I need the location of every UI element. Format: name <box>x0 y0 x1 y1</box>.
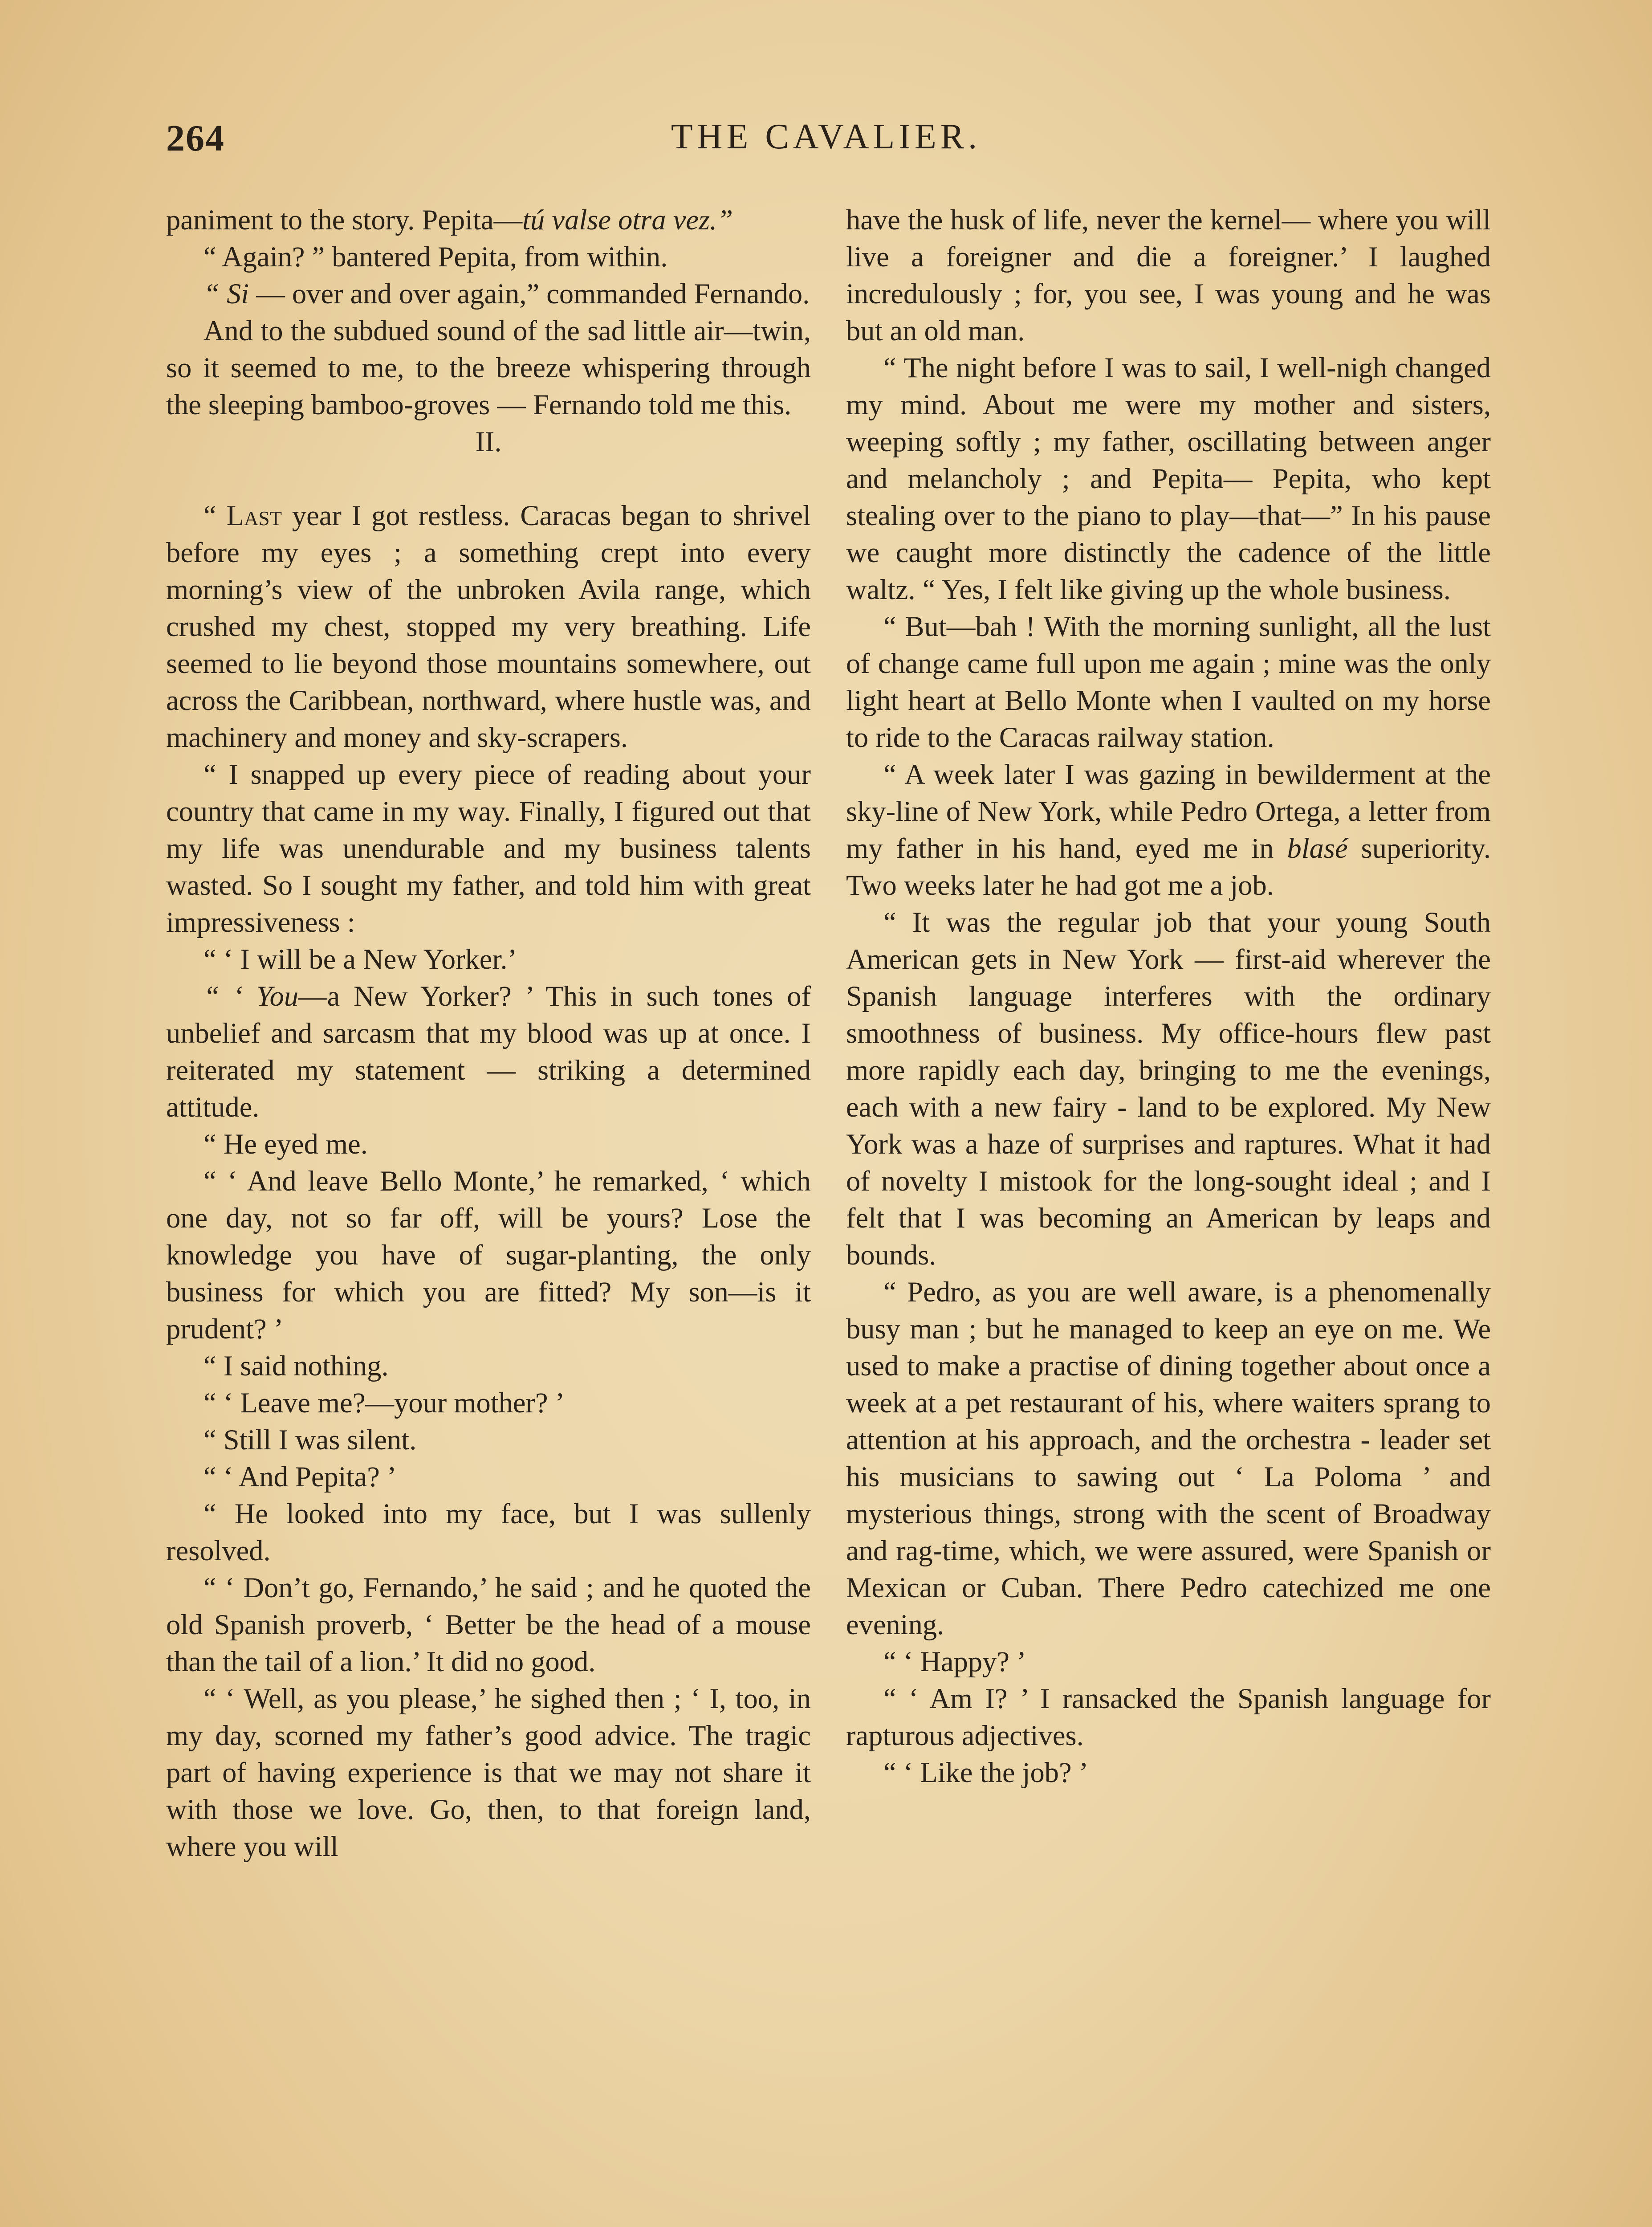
paragraph: paniment to the story. Pepita—tú valse otra vez.” <box>166 204 733 236</box>
paragraph: “ Si — over and over again,” commanded Fernando. <box>203 278 810 310</box>
running-title: THE CAVALIER. <box>671 117 981 156</box>
paragraph: “ It was the regular job that your young South American gets in New York — first-aid wherever the Spanish language interferes with the ordinary smoothness of business. My office-hours flew past more rapidly each day, bringing to me the evenings, each with a new fairy - land to be explored. My New York was a haze of surprises and raptures. What it had of novelty I mistook for the long-sought ideal ; and I felt that I was becoming an American by leaps and bounds. <box>846 906 1491 1271</box>
paragraph: “ ‘ I will be a New Yorker.’ <box>203 943 517 975</box>
paragraph: have the husk of life, never the kernel— where you will live a foreigner and die a foreigner.’ I laughed incredulously ; for, you see, I was young and he was but an old man. <box>846 204 1491 347</box>
paragraph: “ Last year I got restless. Caracas began to shrivel before my eyes ; a something crept into every morning’s view of the unbroken Avila range, which crushed my chest, stopped my very breathing. Life seemed to lie beyond those mountains somewhere, out across the Caribbean, northward, where hustle was, and machinery and money and sky-scrapers. <box>166 500 811 753</box>
paragraph: “ ‘ Don’t go, Fernando,’ he said ; and he quoted the old Spanish proverb, ‘ Better be the head of a mouse than the tail of a lion.’ It did no good. <box>166 1572 811 1677</box>
paragraph: “ ‘ Leave me?—your mother? ’ <box>203 1387 565 1419</box>
paragraph: And to the subdued sound of the sad little air—twin, so it seemed to me, to the breeze whispering through the sleeping bamboo-groves — Fernando told me this. <box>166 315 811 420</box>
paragraph: “ ‘ And leave Bello Monte,’ he remarked, ‘ which one day, not so far off, will be yours? Lose the knowledge you have of sugar-planting, the only business for which you are fitted? My son—is it prudent? ’ <box>166 1165 811 1345</box>
left-column <box>166 201 811 1865</box>
paragraph: “ Again? ” bantered Pepita, from within. <box>203 241 668 273</box>
paragraph: “ I snapped up every piece of reading about your country that came in my way. Finally, I figured out that my life was unendurable and my business talents wasted. So I sought my father, and told him with great impressiveness : <box>166 759 811 938</box>
page-header <box>166 117 1486 166</box>
paragraph: “ Pedro, as you are well aware, is a phenomenally busy man ; but he managed to keep an eye on me. We used to make a practise of dining together about once a week at a pet restaurant of his, where waiters sprang to attention at his approach, and the orchestra - leader set his musicians to sawing out ‘ La Poloma ’ and mysterious things, strong with the scent of Broadway and rag-time, which, we were assured, were Spanish or Mexican or Cuban. There Pedro catechized me one evening. <box>846 1276 1491 1640</box>
page-number: 264 <box>166 118 225 159</box>
paragraph: “ But—bah ! With the morning sunlight, all the lust of change came full upon me again ; mine was the only light heart at Bello Monte when I vaulted on my horse to ride to the Caracas railway station. <box>846 611 1491 753</box>
paragraph: “ ‘ And Pepita? ’ <box>203 1461 397 1493</box>
paragraph: “ ‘ Happy? ’ <box>883 1646 1026 1677</box>
paragraph: “ He looked into my face, but I was sullenly resolved. <box>166 1498 811 1566</box>
section-heading: II. <box>475 426 502 457</box>
paragraph: “ He eyed me. <box>203 1128 368 1160</box>
right-column <box>846 201 1491 1791</box>
paragraph: “ ‘ Am I? ’ I ransacked the Spanish language for rapturous adjectives. <box>846 1683 1491 1751</box>
paragraph: “ The night before I was to sail, I well-nigh changed my mind. About me were my mother and sisters, weeping softly ; my father, oscillating between anger and melancholy ; and Pepita— Pepita, who kept stealing over to the piano to play—that—” In his pause we caught more distinctly the cadence of the little waltz. “ Yes, I felt like giving up the whole business. <box>846 352 1491 605</box>
paragraph: “ ‘ You—a New Yorker? ’ This in such tones of unbelief and sarcasm that my blood was up at once. I reiterated my statement — striking a determined attitude. <box>166 980 811 1123</box>
paragraph: “ Still I was silent. <box>203 1424 417 1456</box>
paragraph: “ A week later I was gazing in bewilderment at the sky-line of New York, while Pedro Ortega, a letter from my father in his hand, eyed me in blasé superiority. Two weeks later he had got me a job. <box>846 759 1491 901</box>
paragraph: “ ‘ Like the job? ’ <box>883 1757 1089 1788</box>
paragraph: “ ‘ Well, as you please,’ he sighed then ; ‘ I, too, in my day, scorned my father’s good advice. The tragic part of having experience is that we may not share it with those we love. Go, then, to that foreign land, where you will <box>166 1683 811 1862</box>
paragraph: “ I said nothing. <box>203 1350 389 1382</box>
